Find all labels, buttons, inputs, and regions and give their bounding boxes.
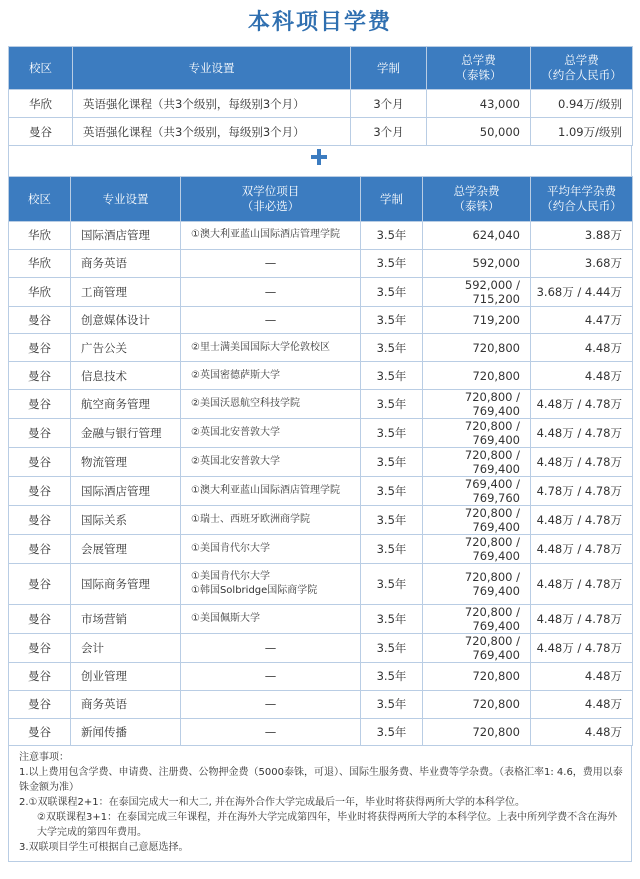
table-row <box>9 249 633 277</box>
table-cell: ②英国北安普敦大学 <box>181 447 361 476</box>
table-cell: 曼谷 <box>9 118 73 146</box>
table-row <box>9 690 633 718</box>
table-cell: — <box>181 306 361 334</box>
table-cell: 国际关系 <box>71 505 181 534</box>
table-cell: 创业管理 <box>71 662 181 690</box>
table-cell: ①美国肯代尔大学 ①韩国Solbridge国际商学院 <box>181 563 361 604</box>
column-header: 平均年学杂费 （约合人民币） <box>531 177 633 222</box>
table-cell: 3.5年 <box>361 418 423 447</box>
column-header: 校区 <box>9 177 71 222</box>
table-row <box>9 362 633 390</box>
table-cell: 英语强化课程（共3个级别，每级别3个月） <box>73 90 351 118</box>
table-cell: 4.48万 / 4.78万 <box>531 389 633 418</box>
table-cell: — <box>181 718 361 746</box>
table-cell: 3.5年 <box>361 334 423 362</box>
plus-divider <box>8 146 632 176</box>
table-cell: 4.48万 <box>531 662 633 690</box>
table-cell: ①美国肯代尔大学 <box>181 534 361 563</box>
table-cell: 曼谷 <box>9 334 71 362</box>
column-header: 总学费 （约合人民币） <box>531 47 633 90</box>
table-cell: — <box>181 249 361 277</box>
page-title: 本科项目学费 <box>247 10 392 35</box>
table-cell: 50,000 <box>427 118 531 146</box>
table-cell: 3.5年 <box>361 690 423 718</box>
table-cell: 曼谷 <box>9 662 71 690</box>
table-cell: ②里士满美国国际大学伦敦校区 <box>181 334 361 362</box>
table-cell: 4.48万 <box>531 362 633 390</box>
table-cell: 3.68万 <box>531 249 633 277</box>
table-header-row <box>9 47 633 90</box>
note-item: 1.以上费用包含学费、申请费、注册费、公物押金费（5000泰铢，可退）、国际生服务费、毕业费等学杂费。（表格汇率1: 4.6，费用以泰铢金额为准） <box>19 767 623 794</box>
table-cell: 3.5年 <box>361 389 423 418</box>
table-cell: 曼谷 <box>9 476 71 505</box>
column-header: 专业设置 <box>73 47 351 90</box>
table-cell: 工商管理 <box>71 277 181 306</box>
table-cell: 曼谷 <box>9 505 71 534</box>
table-cell: 4.48万 <box>531 690 633 718</box>
table-cell: 4.48万 / 4.78万 <box>531 447 633 476</box>
column-header: 双学位项目 （非必选） <box>181 177 361 222</box>
table-cell: ①瑞士、西班牙欧洲商学院 <box>181 505 361 534</box>
table-cell: 769,400 / 769,760 <box>423 476 531 505</box>
table-cell: 曼谷 <box>9 447 71 476</box>
table-cell: 曼谷 <box>9 306 71 334</box>
table-cell: 3.5年 <box>361 447 423 476</box>
table-cell: 英语强化课程（共3个级别，每级别3个月） <box>73 118 351 146</box>
note-item: 3.双联项目学生可根据自己意愿选择。 <box>19 842 189 854</box>
table-cell: 720,800 / 769,400 <box>423 418 531 447</box>
table-row <box>9 563 633 604</box>
table-row <box>9 633 633 662</box>
table-cell: 720,800 / 769,400 <box>423 389 531 418</box>
table-cell: 曼谷 <box>9 362 71 390</box>
table-cell: 4.48万 / 4.78万 <box>531 418 633 447</box>
table-cell: 市场营销 <box>71 604 181 633</box>
table-cell: 曼谷 <box>9 418 71 447</box>
table-cell: — <box>181 662 361 690</box>
table-cell: 金融与银行管理 <box>71 418 181 447</box>
table-cell: 会展管理 <box>71 534 181 563</box>
table-row <box>9 334 633 362</box>
table-row <box>9 534 633 563</box>
notes-heading: 注意事项： <box>19 752 69 764</box>
column-header: 学制 <box>351 47 427 90</box>
table-cell: 3.5年 <box>361 534 423 563</box>
table-cell: 创意媒体设计 <box>71 306 181 334</box>
table-header-row <box>9 177 633 222</box>
table-cell: 592,000 / 715,200 <box>423 277 531 306</box>
table-cell: — <box>181 277 361 306</box>
table-cell: 航空商务管理 <box>71 389 181 418</box>
table-cell: 720,800 / 769,400 <box>423 505 531 534</box>
table-cell: 3个月 <box>351 118 427 146</box>
table-row <box>9 418 633 447</box>
table-cell: 719,200 <box>423 306 531 334</box>
table-cell: 3.5年 <box>361 476 423 505</box>
table-cell: 华欣 <box>9 249 71 277</box>
column-header: 总学费 （泰铢） <box>427 47 531 90</box>
table-row <box>9 447 633 476</box>
table-cell: 华欣 <box>9 277 71 306</box>
table-row <box>9 662 633 690</box>
table-row <box>9 505 633 534</box>
table-cell: — <box>181 690 361 718</box>
column-header: 校区 <box>9 47 73 90</box>
table-cell: 曼谷 <box>9 563 71 604</box>
table-cell: 3.68万 / 4.44万 <box>531 277 633 306</box>
table-cell: 新闻传播 <box>71 718 181 746</box>
table-cell: 商务英语 <box>71 690 181 718</box>
table-cell: ②英国北安普敦大学 <box>181 418 361 447</box>
table-cell: 3.5年 <box>361 222 423 250</box>
degree-program-table <box>8 176 633 746</box>
table-row <box>9 277 633 306</box>
table-cell: 4.48万 <box>531 334 633 362</box>
table-cell: 信息技术 <box>71 362 181 390</box>
table-cell: 720,800 / 769,400 <box>423 447 531 476</box>
english-course-table <box>8 46 633 146</box>
table-cell: 4.48万 / 4.78万 <box>531 505 633 534</box>
table-cell: 3.5年 <box>361 633 423 662</box>
table-cell: 624,040 <box>423 222 531 250</box>
table-cell: 592,000 <box>423 249 531 277</box>
table-cell: 4.48万 <box>531 718 633 746</box>
table-cell: 720,800 / 769,400 <box>423 604 531 633</box>
table-cell: 720,800 <box>423 718 531 746</box>
table-cell: ②英国密德萨斯大学 <box>181 362 361 390</box>
table-cell: 3.5年 <box>361 718 423 746</box>
table-cell: 4.48万 / 4.78万 <box>531 563 633 604</box>
table-cell: 4.78万 / 4.78万 <box>531 476 633 505</box>
table-cell: 华欣 <box>9 90 73 118</box>
table-cell: 国际酒店管理 <box>71 476 181 505</box>
table-cell: 1.09万/级别 <box>531 118 633 146</box>
table-cell: 4.47万 <box>531 306 633 334</box>
column-header: 总学杂费 （泰铢） <box>423 177 531 222</box>
table-cell: 3.5年 <box>361 249 423 277</box>
table-cell: 720,800 <box>423 334 531 362</box>
table-cell: — <box>181 633 361 662</box>
table-cell: 华欣 <box>9 222 71 250</box>
table-row <box>9 222 633 250</box>
table-cell: 0.94万/级别 <box>531 90 633 118</box>
table-cell: 3.5年 <box>361 306 423 334</box>
table-cell: 3.5年 <box>361 662 423 690</box>
table-cell: 3.5年 <box>361 277 423 306</box>
table-cell: 3.5年 <box>361 362 423 390</box>
table-cell: 曼谷 <box>9 633 71 662</box>
table-cell: 会计 <box>71 633 181 662</box>
table-cell: 国际商务管理 <box>71 563 181 604</box>
table-cell: 720,800 <box>423 690 531 718</box>
note-item: 2.①双联课程2+1：在泰国完成大一和大二, 并在海外合作大学完成最后一年，毕业时将获得两所大学的本科学位。 <box>19 797 525 809</box>
table-row <box>9 389 633 418</box>
table-cell: 43,000 <box>427 90 531 118</box>
table-cell: 曼谷 <box>9 718 71 746</box>
table-cell: 曼谷 <box>9 604 71 633</box>
column-header: 学制 <box>361 177 423 222</box>
table-cell: ①澳大利亚蓝山国际酒店管理学院 <box>181 476 361 505</box>
table-cell: 720,800 <box>423 662 531 690</box>
table-cell: 曼谷 <box>9 534 71 563</box>
plus-icon <box>311 149 327 165</box>
table-cell: ②美国沃恩航空科技学院 <box>181 389 361 418</box>
table-cell: 4.48万 / 4.78万 <box>531 604 633 633</box>
table-cell: 720,800 / 769,400 <box>423 633 531 662</box>
table-cell: ①澳大利亚蓝山国际酒店管理学院 <box>181 222 361 250</box>
table-row <box>9 718 633 746</box>
column-header: 专业设置 <box>71 177 181 222</box>
notes-section <box>8 746 632 862</box>
table-cell: 曼谷 <box>9 389 71 418</box>
table-cell: ①美国佩斯大学 <box>181 604 361 633</box>
table-cell: 3个月 <box>351 90 427 118</box>
table-cell: 物流管理 <box>71 447 181 476</box>
table-row <box>9 306 633 334</box>
table-cell: 广告公关 <box>71 334 181 362</box>
table-cell: 曼谷 <box>9 690 71 718</box>
table-row <box>9 90 633 118</box>
table-cell: 3.5年 <box>361 604 423 633</box>
table-cell: 4.48万 / 4.78万 <box>531 534 633 563</box>
note-item: ②双联课程3+1：在泰国完成三年课程，并在海外大学完成第四年，毕业时将获得两所大学的本科学位。上表中所列学费不含在海外大学完成的第四年费用。 <box>37 812 618 839</box>
table-cell: 4.48万 / 4.78万 <box>531 633 633 662</box>
table-cell: 商务英语 <box>71 249 181 277</box>
table-row <box>9 476 633 505</box>
table-row <box>9 118 633 146</box>
table-cell: 720,800 / 769,400 <box>423 534 531 563</box>
table-cell: 720,800 <box>423 362 531 390</box>
table-cell: 720,800 / 769,400 <box>423 563 531 604</box>
table-cell: 国际酒店管理 <box>71 222 181 250</box>
table-row <box>9 604 633 633</box>
table-cell: 3.5年 <box>361 563 423 604</box>
table-cell: 3.88万 <box>531 222 633 250</box>
table-cell: 3.5年 <box>361 505 423 534</box>
